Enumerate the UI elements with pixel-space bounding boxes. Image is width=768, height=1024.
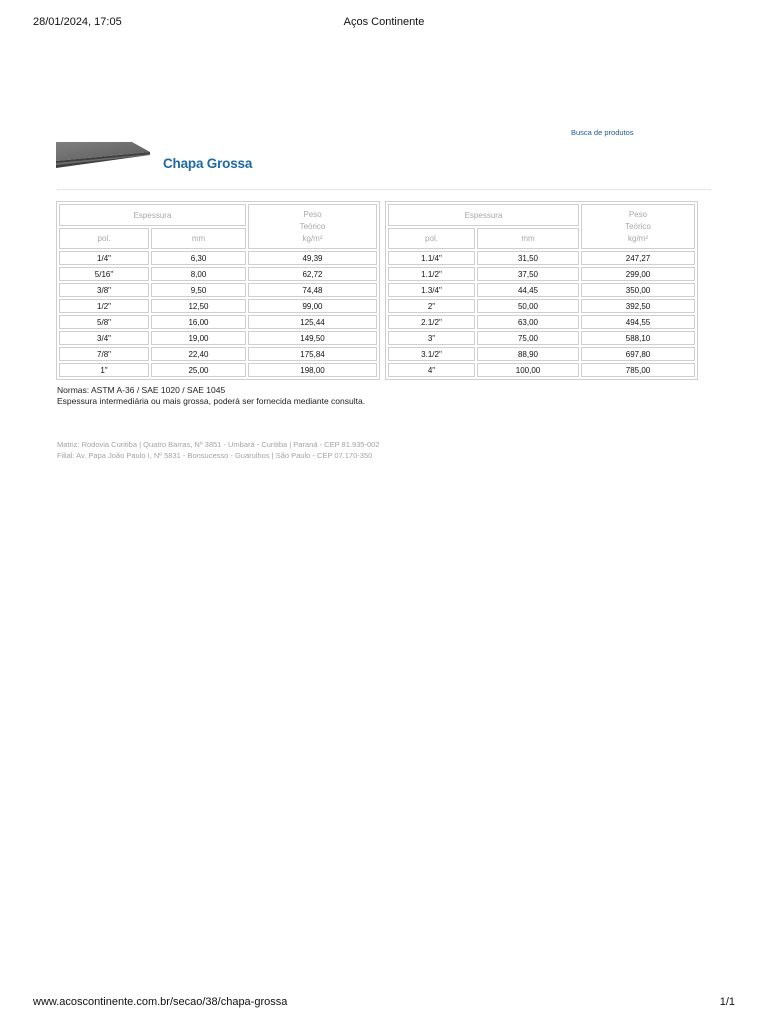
- header-peso-line2: Teórico: [299, 221, 326, 231]
- cell-peso: 125,44: [248, 315, 377, 329]
- print-footer-page-number: 1/1: [719, 996, 735, 1008]
- notes-standards: Normas: ASTM A-36 / SAE 1020 / SAE 1045: [57, 385, 226, 395]
- header-peso-teorico: [581, 204, 695, 249]
- print-header-title: Aços Continente: [343, 16, 425, 28]
- address-matriz: Matriz: Rodovia Curitiba | Quatro Barras, Nº 3851 - Umbará - Curitiba | Paraná - CEP 81.935-002: [57, 440, 380, 449]
- notes-thickness-info: Espessura intermediária ou mais grossa, poderá ser fornecida mediante consulta.: [57, 396, 366, 406]
- table-row: [59, 283, 377, 297]
- cell-mm: 8,00: [151, 267, 246, 281]
- table-row: [388, 331, 695, 345]
- cell-peso: 62,72: [248, 267, 377, 281]
- page-title: Chapa Grossa: [163, 156, 253, 171]
- cell-mm: 37,50: [477, 267, 579, 281]
- cell-pol: 1": [59, 363, 149, 377]
- table-row: [388, 299, 695, 313]
- cell-peso: 299,00: [581, 267, 695, 281]
- cell-peso: 785,00: [581, 363, 695, 377]
- cell-peso: 175,84: [248, 347, 377, 361]
- header-espessura: Espessura: [59, 204, 246, 226]
- title-divider: [57, 189, 711, 190]
- cell-pol: 3/4": [59, 331, 149, 345]
- cell-pol: 2": [388, 299, 475, 313]
- cell-mm: 25,00: [151, 363, 246, 377]
- table-row: [59, 363, 377, 377]
- print-header-date: 28/01/2024, 17:05: [33, 16, 122, 28]
- table-row: [59, 315, 377, 329]
- header-peso-line2: Teórico: [625, 221, 651, 231]
- thickness-table-left: [56, 201, 380, 380]
- cell-mm: 63,00: [477, 315, 579, 329]
- cell-mm: 100,00: [477, 363, 579, 377]
- table-row: [388, 283, 695, 297]
- cell-pol: 5/8": [59, 315, 149, 329]
- cell-mm: 9,50: [151, 283, 246, 297]
- table-row: [59, 331, 377, 345]
- header-pol: pol.: [59, 228, 149, 249]
- cell-mm: 50,00: [477, 299, 579, 313]
- header-pol: pol.: [388, 228, 475, 249]
- cell-peso: 149,50: [248, 331, 377, 345]
- table-row: [388, 363, 695, 377]
- cell-mm: 31,50: [477, 251, 579, 265]
- cell-pol: 3/8": [59, 283, 149, 297]
- table-row: [59, 299, 377, 313]
- header-peso-unit: kg/m²: [628, 233, 648, 243]
- cell-peso: 588,10: [581, 331, 695, 345]
- cell-pol: 4": [388, 363, 475, 377]
- header-peso-line1: Peso: [303, 209, 322, 219]
- table-row: [388, 267, 695, 281]
- cell-peso: 350,00: [581, 283, 695, 297]
- cell-peso: 697,80: [581, 347, 695, 361]
- cell-mm: 88,90: [477, 347, 579, 361]
- cell-peso: 198,00: [248, 363, 377, 377]
- header-espessura: Espessura: [388, 204, 579, 226]
- table-row: [59, 347, 377, 361]
- cell-pol: 3.1/2": [388, 347, 475, 361]
- cell-pol: 1/4": [59, 251, 149, 265]
- header-peso-unit: kg/m²: [302, 233, 323, 243]
- print-footer-url: www.acoscontinente.com.br/secao/38/chapa-grossa: [33, 996, 288, 1008]
- cell-pol: 1.3/4": [388, 283, 475, 297]
- cell-pol: 1/2": [59, 299, 149, 313]
- cell-pol: 2.1/2": [388, 315, 475, 329]
- header-mm: mm: [151, 228, 246, 249]
- header-peso-teorico: [248, 204, 377, 249]
- steel-plate-image: [56, 141, 150, 169]
- table-row: [59, 267, 377, 281]
- cell-peso: 494,55: [581, 315, 695, 329]
- address-filial: Filial: Av. Papa João Paulo I, Nº 5831 - Bonsucesso - Guarulhos | São Paulo - CEP 07.170-350: [57, 450, 373, 460]
- cell-peso: 74,48: [248, 283, 377, 297]
- table-row: [388, 315, 695, 329]
- cell-pol: 3": [388, 331, 475, 345]
- thickness-table-right: [385, 201, 698, 380]
- cell-mm: 6,30: [151, 251, 246, 265]
- table-row: [388, 347, 695, 361]
- cell-peso: 49,39: [248, 251, 377, 265]
- cell-mm: 75,00: [477, 331, 579, 345]
- cell-mm: 16,00: [151, 315, 246, 329]
- search-products-link[interactable]: Busca de produtos: [571, 128, 634, 137]
- cell-pol: 5/16": [59, 267, 149, 281]
- cell-mm: 12,50: [151, 299, 246, 313]
- cell-pol: 1.1/2": [388, 267, 475, 281]
- cell-pol: 1.1/4": [388, 251, 475, 265]
- cell-peso: 392,50: [581, 299, 695, 313]
- cell-peso: 247,27: [581, 251, 695, 265]
- table-row: [59, 251, 377, 265]
- header-mm: mm: [477, 228, 579, 249]
- cell-mm: 19,00: [151, 331, 246, 345]
- cell-mm: 22,40: [151, 347, 246, 361]
- cell-mm: 44,45: [477, 283, 579, 297]
- table-row: [388, 251, 695, 265]
- cell-pol: 7/8": [59, 347, 149, 361]
- header-peso-line1: Peso: [628, 209, 648, 219]
- company-addresses: [57, 440, 379, 461]
- standards-notes: [57, 385, 365, 407]
- cell-peso: 99,00: [248, 299, 377, 313]
